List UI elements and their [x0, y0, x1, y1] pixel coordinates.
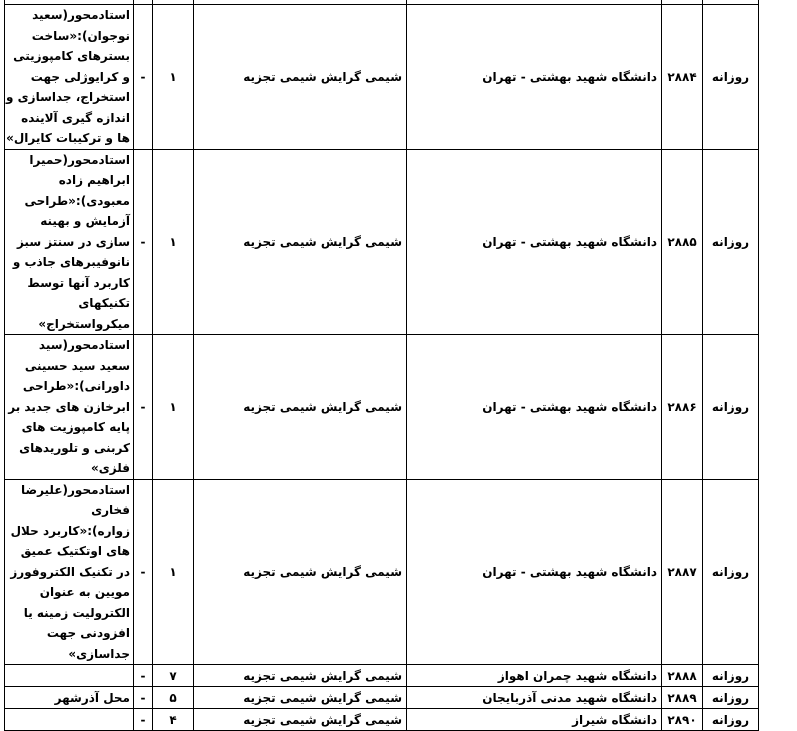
- note-cell: محل آذرشهر: [5, 687, 134, 709]
- capacity-cell: ۱: [153, 5, 194, 150]
- note-cell: استادمحور(سعید نوجوان):«ساخت بسترهای کامپوزیتی و کرایوژلی جهت استخراج، جداسازی و اندازه گیری آلاینده ها و ترکیبات کایرال»: [5, 5, 134, 150]
- period-cell: روزانه: [703, 479, 759, 665]
- field-cell: شیمی گرایش شیمی تجزیه: [194, 149, 407, 335]
- note-cell: استادمحور(علیرضا فخاری زواره):«کاربرد حلال های اوتکتیک عمیق در تکنیک الکتروفورز مویین به عنوان الکترولیت زمینه یا افزودنی جهت جداسازی»: [5, 479, 134, 665]
- dash-cell: -: [134, 665, 153, 687]
- dash-cell: -: [134, 149, 153, 335]
- university-cell: دانشگاه شهید مدنی آذربایجان: [407, 687, 662, 709]
- dash-cell: -: [134, 479, 153, 665]
- table-row: [5, 5, 759, 150]
- programs-table: [4, 0, 759, 731]
- table-row: [5, 687, 759, 709]
- code-cell: ۲۸۸۴: [662, 5, 703, 150]
- field-cell: شیمی گرایش شیمی تجزیه: [194, 335, 407, 480]
- code-cell: ۲۸۹۰: [662, 709, 703, 731]
- field-cell: شیمی گرایش شیمی تجزیه: [194, 709, 407, 731]
- table-row: [5, 149, 759, 335]
- code-cell: ۲۸۸۵: [662, 149, 703, 335]
- capacity-cell: ۴: [153, 709, 194, 731]
- code-cell: ۲۸۸۷: [662, 479, 703, 665]
- period-cell: روزانه: [703, 5, 759, 150]
- note-cell: استادمحور(حمیرا ابراهیم زاده معبودی):«طراحی آزمایش و بهینه سازی در سنتز سبز نانوفیبرهای جاذب و کاربرد آنها توسط تکنیکهای میکرواستخراج»: [5, 149, 134, 335]
- dash-cell: -: [134, 335, 153, 480]
- period-cell: روزانه: [703, 687, 759, 709]
- note-cell: [5, 709, 134, 731]
- university-cell: دانشگاه شهید بهشتی - تهران: [407, 5, 662, 150]
- capacity-cell: ۵: [153, 687, 194, 709]
- note-cell: [5, 665, 134, 687]
- table-row: [5, 709, 759, 731]
- code-cell: ۲۸۸۸: [662, 665, 703, 687]
- university-cell: دانشگاه شهید بهشتی - تهران: [407, 149, 662, 335]
- capacity-cell: ۷: [153, 665, 194, 687]
- dash-cell: -: [134, 687, 153, 709]
- capacity-cell: ۱: [153, 149, 194, 335]
- table-row: [5, 479, 759, 665]
- field-cell: شیمی گرایش شیمی تجزیه: [194, 665, 407, 687]
- period-cell: روزانه: [703, 149, 759, 335]
- university-cell: دانشگاه شهید بهشتی - تهران: [407, 335, 662, 480]
- period-cell: روزانه: [703, 335, 759, 480]
- code-cell: ۲۸۸۹: [662, 687, 703, 709]
- code-cell: ۲۸۸۶: [662, 335, 703, 480]
- capacity-cell: ۱: [153, 335, 194, 480]
- field-cell: شیمی گرایش شیمی تجزیه: [194, 479, 407, 665]
- dash-cell: -: [134, 5, 153, 150]
- note-cell: استادمحور(سید سعید سید حسینی داورانی):«طراحی ابرخازن های جدید بر پایه کامپوزیت های کربنی و تلوریدهای فلزی»: [5, 335, 134, 480]
- capacity-cell: ۱: [153, 479, 194, 665]
- table-row: [5, 665, 759, 687]
- university-cell: دانشگاه شیراز: [407, 709, 662, 731]
- field-cell: شیمی گرایش شیمی تجزیه: [194, 5, 407, 150]
- field-cell: شیمی گرایش شیمی تجزیه: [194, 687, 407, 709]
- university-cell: دانشگاه شهید بهشتی - تهران: [407, 479, 662, 665]
- dash-cell: -: [134, 709, 153, 731]
- period-cell: روزانه: [703, 665, 759, 687]
- period-cell: روزانه: [703, 709, 759, 731]
- table-row: [5, 335, 759, 480]
- university-cell: دانشگاه شهید چمران اهواز: [407, 665, 662, 687]
